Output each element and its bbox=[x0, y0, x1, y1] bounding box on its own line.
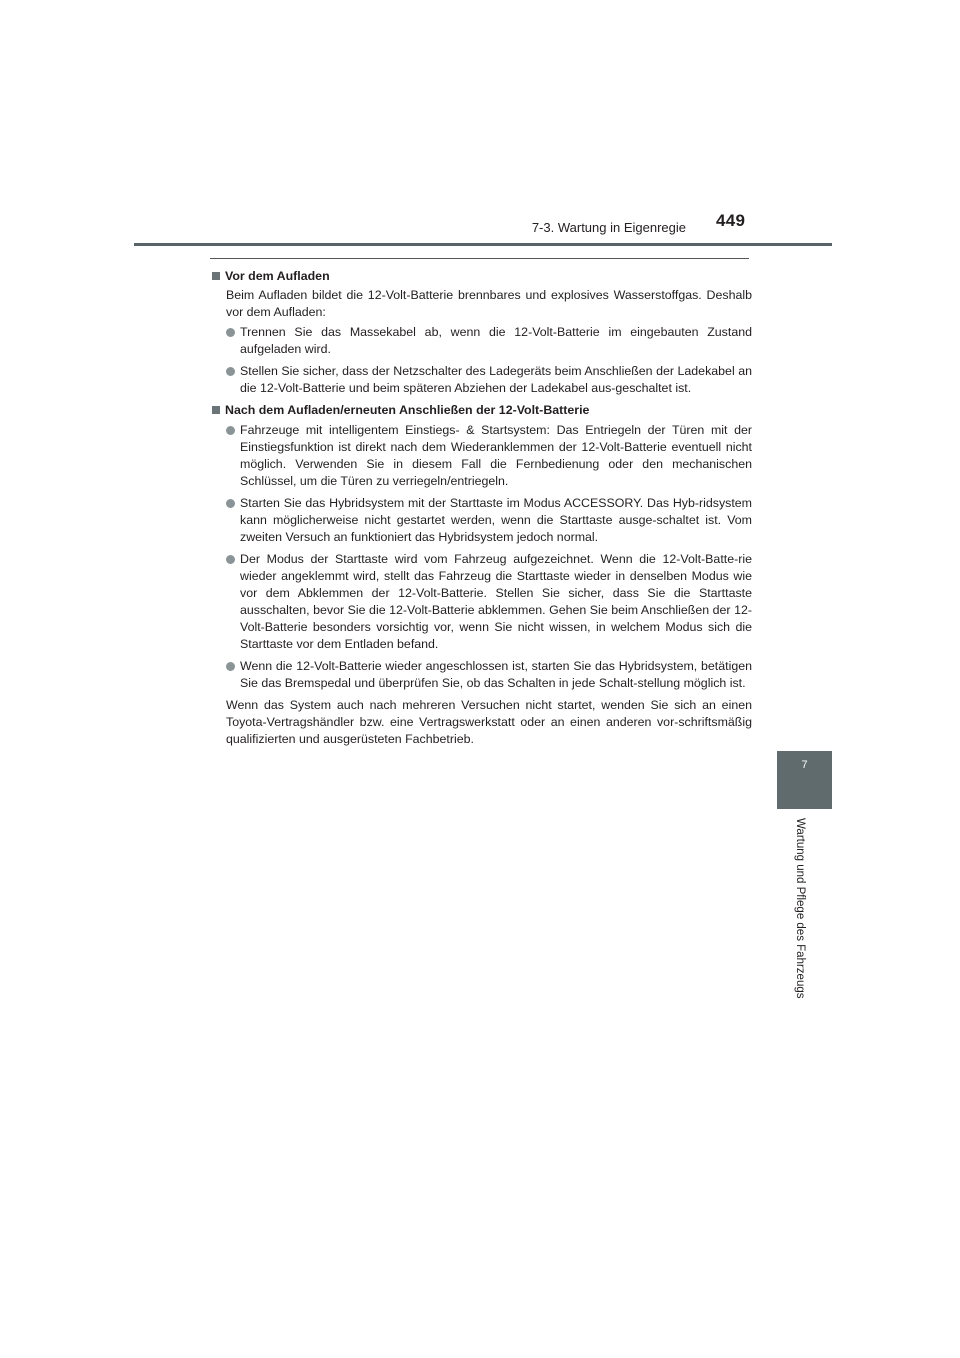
bullet-dot-icon bbox=[226, 426, 235, 435]
section-divider bbox=[210, 258, 749, 259]
section-heading-text: Vor dem Aufladen bbox=[225, 269, 330, 283]
closing-paragraph: Wenn das System auch nach mehreren Versuchen nicht startet, wenden Sie sich an einen Toyota-Vertragshändler bzw. eine Vertragswerkstatt oder an einen anderen vor-schriftsmäßig qualifizierten und ausgerüsteten Fachbetrieb. bbox=[226, 698, 752, 746]
list-item bbox=[212, 422, 752, 490]
section-heading bbox=[212, 268, 752, 285]
bullet-dot-icon bbox=[226, 662, 235, 671]
main-content bbox=[212, 268, 752, 748]
list-item bbox=[212, 363, 752, 397]
list-item-text: Wenn die 12-Volt-Batterie wieder angeschlossen ist, starten Sie das Hybridsystem, betätigen Sie das Bremspedal und überprüfen Sie, ob das Schalten in jede Schalt-stellung möglich ist. bbox=[240, 659, 752, 690]
square-bullet-icon bbox=[212, 406, 220, 414]
list-item bbox=[212, 495, 752, 546]
intro-paragraph: Beim Aufladen bildet die 12-Volt-Batterie brennbares und explosives Wasserstoffgas. Deshalb vor dem Aufladen: bbox=[226, 288, 752, 319]
page-number: 449 bbox=[716, 211, 746, 230]
section-header: 7-3. Wartung in Eigenregie bbox=[531, 220, 686, 235]
list-item-text: Starten Sie das Hybridsystem mit der Starttaste im Modus ACCESSORY. Das Hyb-ridsystem kann möglicherweise nicht gestartet werden, wenn die Starttaste ausge-schaltet ist. Vom zweiten Versuch an funktioniert das Hybridsystem jedoch normal. bbox=[240, 496, 752, 544]
chapter-tab bbox=[777, 751, 832, 809]
bullet-dot-icon bbox=[226, 555, 235, 564]
bullet-dot-icon bbox=[226, 328, 235, 337]
list-item-text: Der Modus der Starttaste wird vom Fahrzeug aufgezeichnet. Wenn die 12-Volt-Batte-rie wieder angeklemmt wird, stellt das Fahrzeug die Starttaste wieder in denselben Modus wie vor dem Abklemmen der 12-Volt-Batterie. Stellen Sie sicher, dass Sie die Starttaste ausschalten, bevor Sie die 12-Volt-Batterie abklemmen. Gehen Sie beim Anschließen der 12-Volt-Batterie besonders vorsichtig vor, wenn Sie nicht wissen, in welchem Modus sich die Starttaste vor dem Entladen befand. bbox=[240, 552, 752, 651]
list-item bbox=[212, 658, 752, 692]
bullet-dot-icon bbox=[226, 499, 235, 508]
header-divider bbox=[134, 243, 832, 246]
bullet-dot-icon bbox=[226, 367, 235, 376]
chapter-number: 7 bbox=[801, 759, 808, 771]
square-bullet-icon bbox=[212, 272, 220, 280]
list-item-text: Trennen Sie das Massekabel ab, wenn die 12-Volt-Batterie im eingebauten Zustand aufgeladen wird. bbox=[240, 325, 752, 356]
list-item-text: Stellen Sie sicher, dass der Netzschalter des Ladegeräts beim Anschließen der Ladekabel an die 12-Volt-Batterie und beim späteren Abziehen der Ladekabel aus-geschaltet ist. bbox=[240, 364, 752, 395]
list-item bbox=[212, 324, 752, 358]
section-heading bbox=[212, 402, 752, 419]
list-item bbox=[212, 551, 752, 653]
chapter-label: Wartung und Pflege des Fahrzeugs bbox=[794, 818, 806, 999]
list-item-text: Fahrzeuge mit intelligentem Einstiegs- & Startsystem: Das Entriegeln der Türen mit der Einstiegsfunktion ist direkt nach dem Wiederanklemmen der 12-Volt-Batterie eventuell nicht möglich. Verwenden Sie in diesem Fall die Fernbedienung oder den mechanischen Schlüssel, um die Türen zu verriegeln/entriegeln. bbox=[240, 423, 752, 488]
section-heading-text: Nach dem Aufladen/erneuten Anschließen der 12-Volt-Batterie bbox=[225, 403, 590, 417]
